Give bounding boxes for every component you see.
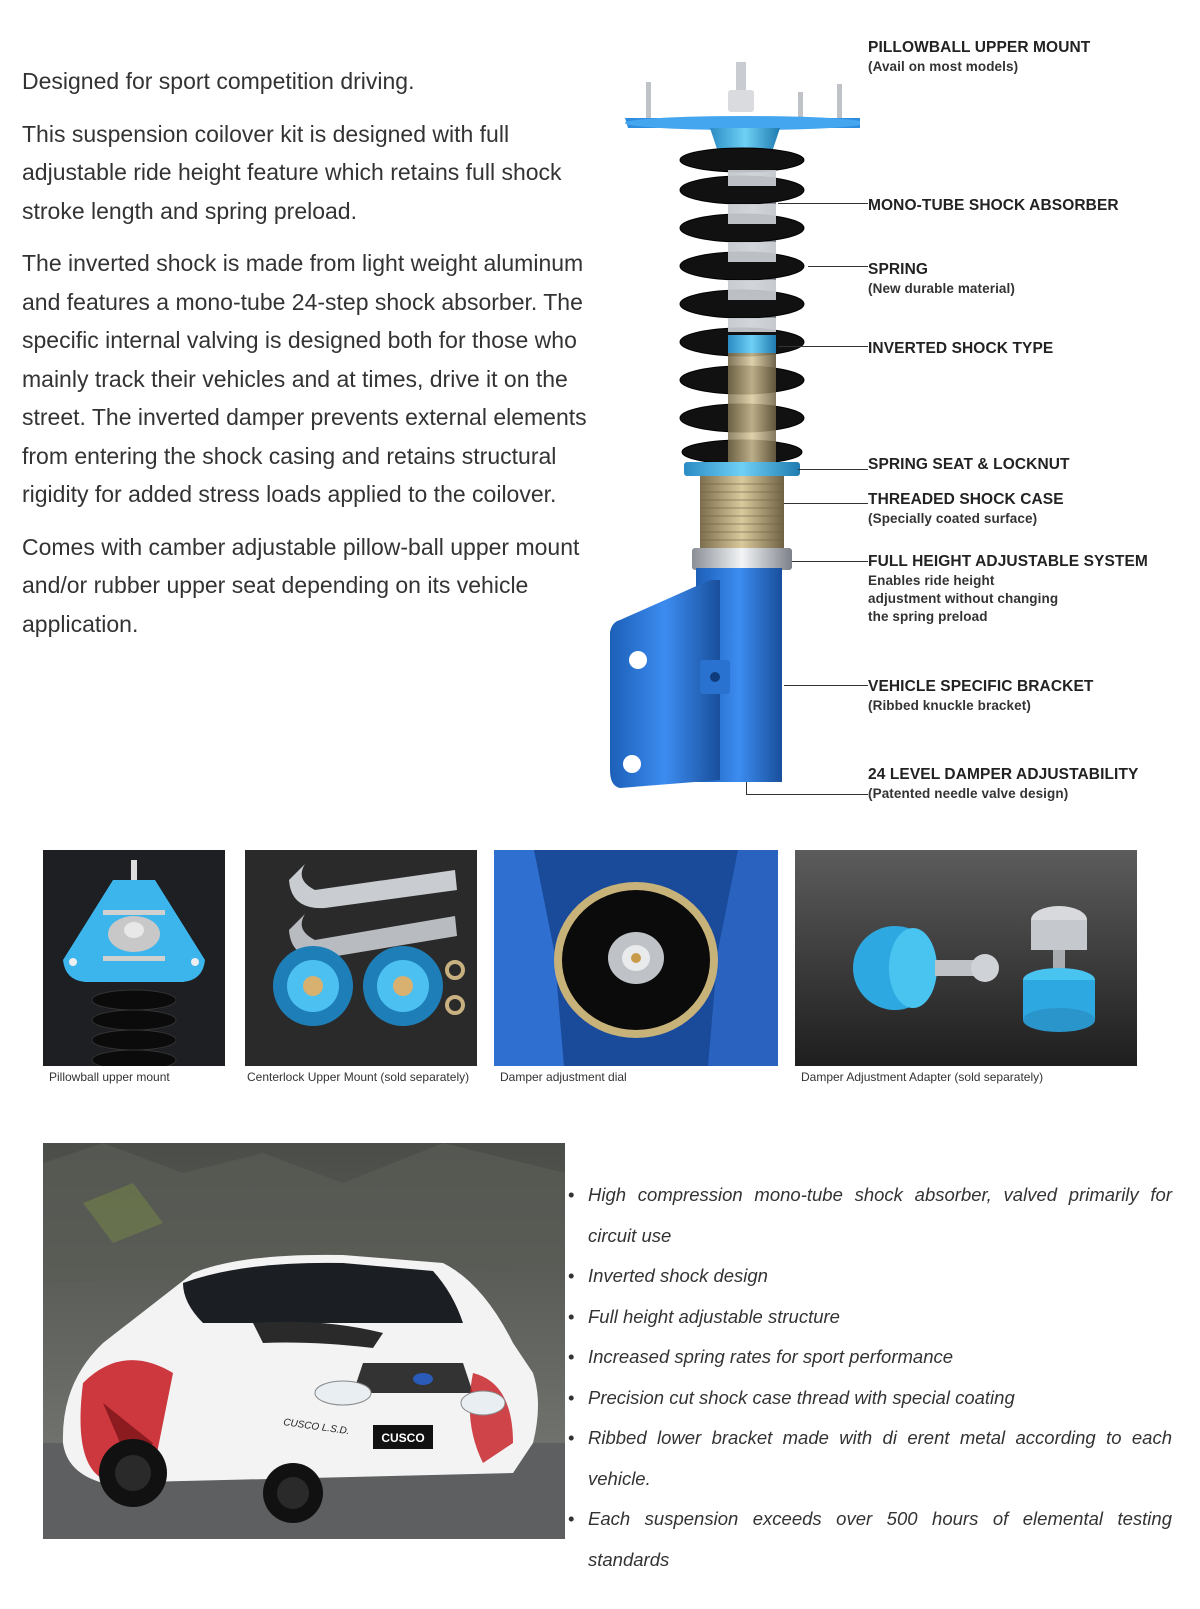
coilover-illustration: [600, 20, 860, 800]
bullet-icon: •: [568, 1305, 575, 1327]
thumbnail-damper-dial: [494, 850, 778, 1066]
damper-adapter-image: [795, 850, 1137, 1066]
race-car-photo: [43, 1143, 565, 1539]
intro-paragraph-2: This suspension coilover kit is designed with full adjustable ride height feature which retains full shock stroke length and spring preload.: [22, 120, 562, 224]
feature-item: • Each suspension exceeds over 500 hours of elemental testing standards: [568, 1499, 1172, 1580]
callout-mono-tube-shock: MONO-TUBE SHOCK ABSORBER: [868, 197, 1119, 214]
caption-centerlock: Centerlock Upper Mount (sold separately): [247, 1070, 470, 1084]
caption-damper-dial: Damper adjustment dial: [500, 1070, 627, 1084]
intro-text: [22, 62, 612, 657]
callout-spring: SPRING (New durable material): [868, 261, 1015, 296]
thumbnail-pillowball: [43, 850, 225, 1066]
intro-paragraph-4: Comes with camber adjustable pillow-ball upper mount and/or rubber upper seat depending on its vehicle application.: [22, 533, 580, 637]
callout-pillowball-upper-mount: PILLOWBALL UPPER MOUNT (Avail on most models): [868, 39, 1091, 74]
caption-pillowball: Pillowball upper mount: [49, 1070, 170, 1084]
callout-inverted-shock-type: INVERTED SHOCK TYPE: [868, 340, 1054, 357]
coilover-diagram: [600, 20, 1200, 820]
callout-damper-adjustability: 24 LEVEL DAMPER ADJUSTABILITY (Patented needle valve design): [868, 766, 1139, 801]
leader-line: [798, 469, 868, 470]
car-logo-text: CUSCO: [381, 1431, 425, 1445]
thumbnail-centerlock: [245, 850, 477, 1066]
bullet-icon: •: [568, 1265, 575, 1286]
leader-line: [784, 685, 868, 686]
bullet-icon: •: [568, 1386, 575, 1408]
pillowball-image: [43, 850, 225, 1066]
leader-line: [778, 203, 868, 204]
feature-item: • Precision cut shock case thread with special coating: [568, 1378, 1172, 1419]
callout-threaded-shock-case: THREADED SHOCK CASE (Specially coated surface): [868, 491, 1064, 526]
damper-dial-image: [494, 850, 778, 1066]
intro-paragraph-3: The inverted shock is made from light weight aluminum and features a mono-tube 24-step shock absorber. The specific internal valving is designed both for those who mainly track their vehicles and at times, drive it on the street. The inverted damper prevents external elements from entering the shock casing and retains structural rigidity for added stress loads applied to the coilover.: [22, 250, 587, 507]
thumbnail-damper-adapter: [795, 850, 1137, 1066]
feature-item: • Full height adjustable structure: [568, 1297, 1172, 1338]
bullet-icon: •: [568, 1184, 575, 1205]
leader-line: [778, 346, 868, 347]
bullet-icon: •: [568, 1427, 575, 1448]
bullet-icon: •: [568, 1508, 575, 1529]
subaru-race-car-image: [43, 1143, 565, 1539]
leader-line: [784, 503, 868, 504]
callout-vehicle-specific-bracket: VEHICLE SPECIFIC BRACKET (Ribbed knuckle bracket): [868, 678, 1094, 713]
leader-line: [808, 266, 868, 267]
leader-line: [746, 782, 747, 794]
car-decal-text: CUSCO L.S.D.: [282, 1417, 351, 1438]
leader-line: [746, 794, 868, 795]
caption-damper-adapter: Damper Adjustment Adapter (sold separately): [801, 1070, 1044, 1084]
feature-item: • Inverted shock design: [568, 1256, 1172, 1297]
callout-full-height-adjustable: FULL HEIGHT ADJUSTABLE SYSTEM Enables ride height adjustment without changing the spring preload: [868, 553, 1148, 624]
callout-spring-seat-locknut: SPRING SEAT & LOCKNUT: [868, 456, 1070, 473]
leader-line: [792, 561, 868, 562]
feature-item: • High compression mono-tube shock absorber, valved primarily for circuit use: [568, 1175, 1172, 1256]
feature-item: • Increased spring rates for sport performance: [568, 1337, 1172, 1378]
intro-paragraph-1: Designed for sport competition driving.: [22, 68, 415, 94]
feature-item: • Ribbed lower bracket made with di erent metal according to each vehicle.: [568, 1418, 1172, 1499]
feature-list: [568, 1175, 1172, 1580]
bullet-icon: •: [568, 1346, 575, 1367]
centerlock-image: [245, 850, 477, 1066]
